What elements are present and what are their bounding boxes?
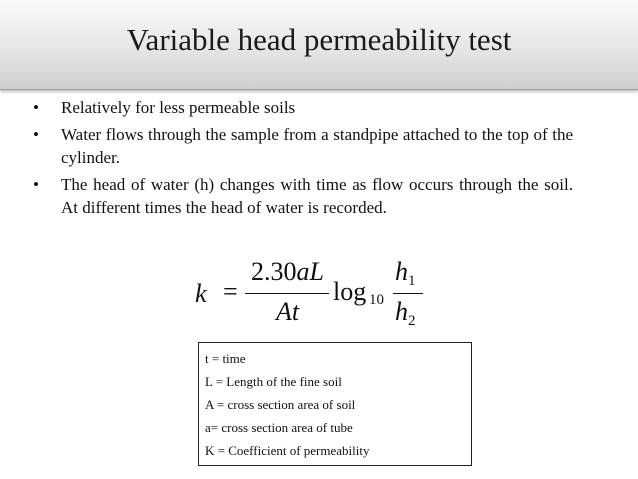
bullet-text: Water flows through the sample from a standpipe attached to the top of the cylinder. (61, 125, 573, 167)
legend-line: L = Length of the fine soil (205, 374, 342, 389)
bullet-list (33, 96, 573, 223)
numerator-variables: aL (296, 257, 324, 286)
formula-equals: = (223, 277, 238, 306)
bullet-marker: • (33, 98, 39, 117)
head-variable: h (395, 257, 408, 286)
bullet-text: The head of water (h) changes with time as flow occurs through the soil. At different times the head of water is recorded. (61, 175, 573, 217)
bullet-text: Relatively for less permeable soils (61, 98, 296, 117)
slide-title-bar (0, 0, 638, 90)
legend-line: t = time (205, 351, 246, 366)
head-ratio-numerator (395, 257, 416, 290)
bullet-item (33, 173, 573, 219)
bullet-marker: • (33, 175, 39, 194)
log-base: 10 (369, 292, 384, 308)
variable-legend-box (198, 342, 472, 466)
log-operator: log (333, 277, 367, 306)
formula-denominator: At (275, 297, 300, 326)
formula-lhs: k (195, 279, 207, 308)
permeability-formula (195, 255, 455, 335)
bullet-item (33, 123, 573, 169)
ratio-fraction-bar (393, 293, 423, 294)
formula-numerator (245, 257, 330, 287)
legend-line: K = Coefficient of permeability (205, 443, 370, 458)
fraction-bar (245, 293, 329, 294)
slide-title: Variable head permeability test (126, 22, 512, 57)
legend-line: A = cross section area of soil (205, 397, 356, 412)
head-variable: h (395, 297, 408, 326)
bullet-marker: • (33, 125, 39, 144)
head-ratio-denominator (395, 297, 416, 330)
head-subscript: 2 (408, 313, 416, 329)
bullet-item (33, 96, 573, 119)
numerator-coefficient: 2.30 (251, 257, 297, 286)
legend-line: a= cross section area of tube (205, 420, 353, 435)
head-subscript: 1 (408, 273, 416, 289)
